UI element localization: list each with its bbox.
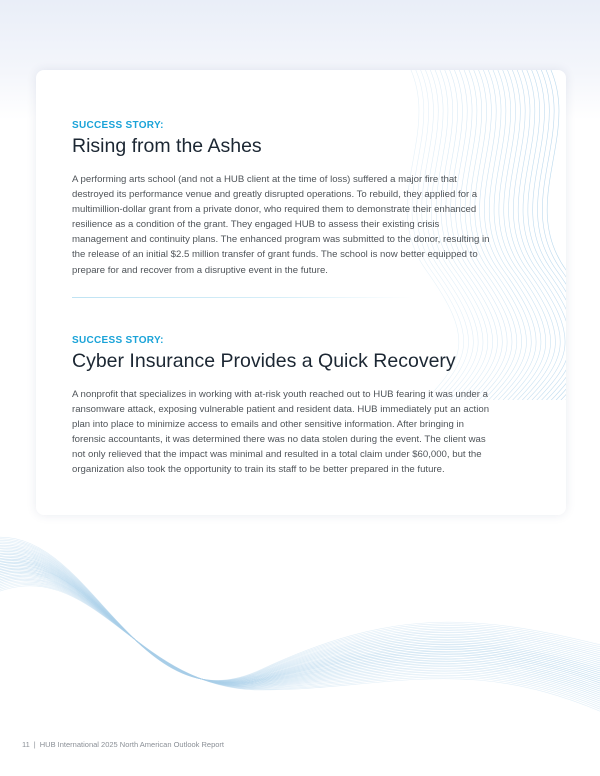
card-wave-line bbox=[536, 70, 566, 400]
story-2-eyebrow: SUCCESS STORY: bbox=[72, 335, 164, 346]
report-title: HUB International 2025 North American Outlook Report bbox=[39, 740, 225, 749]
background-wave-line bbox=[0, 559, 600, 683]
footer-separator: | bbox=[33, 740, 36, 749]
success-stories-card bbox=[36, 70, 566, 515]
card-wave-line bbox=[527, 70, 566, 400]
story-2-body: A nonprofit that specializes in working with at-risk youth reached out to HUB fearing it was under a ransomware attack, exposing vulnerable patient and resident data. HUB immediately put an action plan into place to minimize access to emails and other sensitive information. After bringing in forensic accountants, it was determined there was no data stolen during the event. The client was not only relieved that the impact was minimal and resulted in a total claim under $60,000, but the organization also took the opportunity to train its staff to be better prepared in the future. bbox=[72, 389, 490, 476]
background-wave-pattern bbox=[0, 500, 600, 776]
success-story-1 bbox=[72, 120, 492, 278]
background-wave-line bbox=[0, 547, 600, 681]
background-wave-line bbox=[0, 552, 600, 682]
page-number: 11 bbox=[22, 740, 30, 749]
story-1-body: A performing arts school (and not a HUB client at the time of loss) suffered a major fire that destroyed its performance venue and greatly disrupted operations. To rebuild, they applied for a multimillion-dollar grant from a private donor, who required them to demonstrate their enhanced resilience as a condition of the grant. They engaged HUB to assess their existing crisis management and continuity plans. The enhanced program was submitted to the donor, resulting in the release of an initial $2.5 million transfer of grant funds. The school is now better equipped to prepare for and recover from a disruptive event in the future. bbox=[72, 174, 490, 276]
page-footer bbox=[22, 740, 224, 749]
background-wave-line bbox=[0, 564, 600, 686]
section-divider bbox=[72, 297, 412, 298]
success-story-2 bbox=[72, 335, 492, 478]
background-wave-line bbox=[0, 537, 600, 680]
story-2-title: Cyber Insurance Provides a Quick Recovery bbox=[72, 350, 456, 372]
story-1-eyebrow: SUCCESS STORY: bbox=[72, 120, 164, 131]
story-1-title: Rising from the Ashes bbox=[72, 135, 262, 157]
